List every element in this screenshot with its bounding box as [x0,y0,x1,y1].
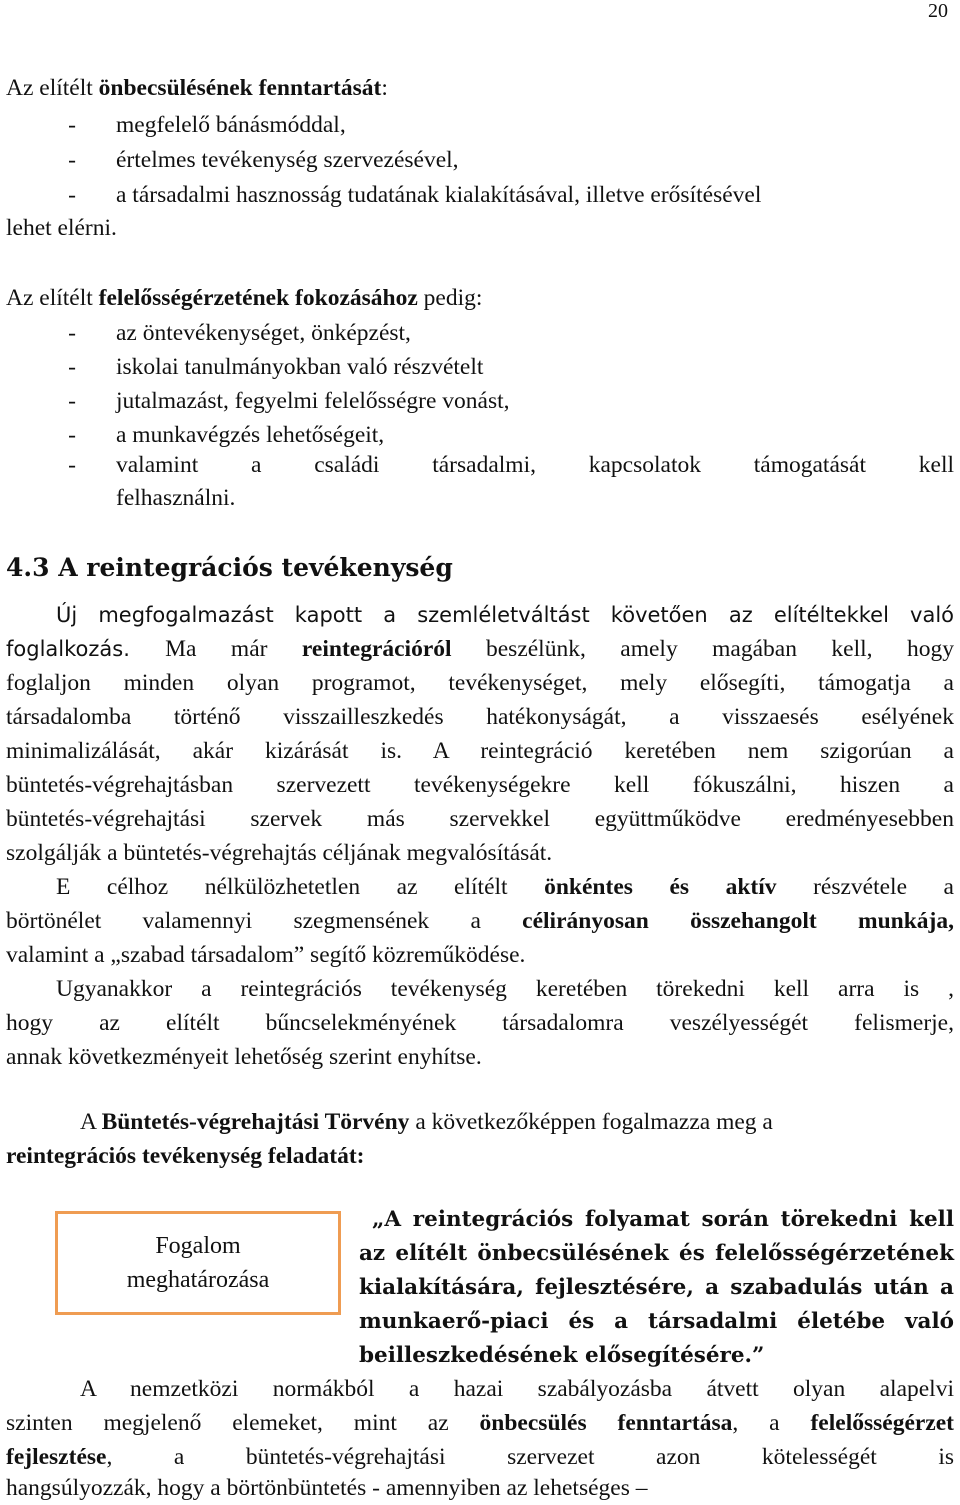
paragraph-line: társadalomba történő visszailleszkedés hatékonyságát, a visszaesés esélyének [6,704,954,730]
page-number: 20 [928,0,948,22]
list-dash: - [68,452,76,478]
paragraph-line: Új megfogalmazást kapott a szemléletváltást követően az elítéltekkel való [56,603,954,627]
paragraph-line: annak következményeit lehetőség szerint enyhítse. [6,1044,482,1070]
text: a következőképpen fogalmazza meg a [409,1109,773,1135]
list-dash: - [68,354,76,380]
text: részvétele a [776,874,954,900]
text: : [381,75,388,101]
definition-line: beilleszkedésének elősegítésére.” [359,1343,765,1368]
paragraph-line [6,906,954,936]
s2-intro [6,283,482,313]
paragraph-line: reintegrációs tevékenység feladatát: [6,1143,365,1169]
paragraph-line: hogy az elítélt bűncselekményének társadalomra veszélyességét felismerje, [6,1010,954,1036]
paragraph-line: hangsúlyozzák, hogy a börtönbüntetés - amennyiben az lehetséges – [6,1475,648,1501]
bold-text: önbecsülésének fenntartását [98,75,382,101]
definition-line: „A reintegrációs folyamat során törekedni kell [372,1207,954,1232]
definition-line: munkaerő-piaci és a társadalmi életébe való [359,1309,954,1334]
list-item: az öntevékenységet, önképzést, [116,320,411,346]
paragraph-line [56,872,954,902]
definition-label-box [55,1211,341,1315]
list-dash: - [68,112,76,138]
text: foglalkozás. [6,637,166,661]
paragraph-line [6,634,954,664]
paragraph-line: büntetés-végrehajtásban szervezett tevékenységekre kell fókuszálni, hiszen a [6,772,954,798]
text: A [80,1109,102,1135]
list-dash: - [68,388,76,414]
definition-line: kialakítására, fejlesztésére, a szabadulás után a [359,1275,954,1300]
s1-intro [6,73,388,103]
list-dash: - [68,182,76,208]
bold-text: önbecsülés fenntartása [479,1410,733,1436]
paragraph-line [6,1408,954,1438]
text: , a [732,1410,811,1436]
paragraph-line [6,1442,954,1472]
text: pedig: [417,285,483,311]
section-heading: 4.3 A reintegrációs tevékenység [6,553,453,582]
paragraph-line: büntetés-végrehajtási szervek más szervekkel együttműködve eredményesebben [6,806,954,832]
list-item: iskolai tanulmányokban való részvételt [116,354,484,380]
bold-text: önkéntes és aktív [544,874,777,900]
box-label: Fogalom [155,1233,241,1259]
text: Ma már [165,636,302,662]
list-item: értelmes tevékenység szervezésével, [116,147,459,173]
paragraph-line: szolgálják a büntetés-végrehajtás céljának megvalósítását. [6,840,553,866]
text: Az elítélt [6,285,99,311]
definition-line: az elítélt önbecsülésének és felelősségérzetének [359,1241,954,1266]
list-dash: - [68,320,76,346]
s2-continuation: felhasználni. [116,485,236,511]
list-item: jutalmazást, fegyelmi felelősségre vonást, [116,388,510,414]
bold-text: felelősségérzet [810,1410,954,1436]
list-item: valamint a családi társadalmi, kapcsolatok támogatását kell [116,452,954,478]
text: szinten megjelenő elemeket, mint az [6,1410,480,1436]
paragraph-line: Ugyanakkor a reintegrációs tevékenység keretében törekedni kell arra is , [56,976,954,1002]
paragraph-line [80,1107,773,1137]
paragraph-line: valamint a „szabad társadalom” segítő közreműködése. [6,942,526,968]
bold-text: Büntetés-végrehajtási Törvény [101,1109,410,1135]
text: minimalizálását, akár kizárását is. [6,738,433,764]
paragraph-line: foglaljon minden olyan programot, tevékenységet, mely elősegíti, támogatja a [6,670,954,696]
text: , a büntetés-végrehajtási szervezet azon kötelességét is [106,1444,954,1470]
text: börtönélet valamennyi szegmensének a [6,908,523,934]
bold-text: felelősségérzetének fokozásához [98,285,418,311]
bold-text: célirányosan összehangolt munkája, [522,908,954,934]
paragraph-line: A nemzetközi normákból a hazai szabályozásba átvett olyan alapelvi [80,1376,954,1402]
list-item: a társadalmi hasznosság tudatának kialakításával, illetve erősítésével [116,182,762,208]
text: A reintegráció keretében nem szigorúan a [432,738,954,764]
bold-text: reintegrációról [301,636,452,662]
text: E célhoz nélkülözhetetlen az elítélt [56,874,545,900]
paragraph-line [6,736,954,766]
s1-continuation: lehet elérni. [6,215,117,241]
bold-text: fejlesztése [6,1444,107,1470]
list-item: a munkavégzés lehetőségeit, [116,422,385,448]
box-label: meghatározása [126,1267,270,1293]
text: Az elítélt [6,75,99,101]
text: beszélünk, amely magában kell, hogy [451,636,954,662]
list-dash: - [68,422,76,448]
list-item: megfelelő bánásmóddal, [116,112,346,138]
list-dash: - [68,147,76,173]
